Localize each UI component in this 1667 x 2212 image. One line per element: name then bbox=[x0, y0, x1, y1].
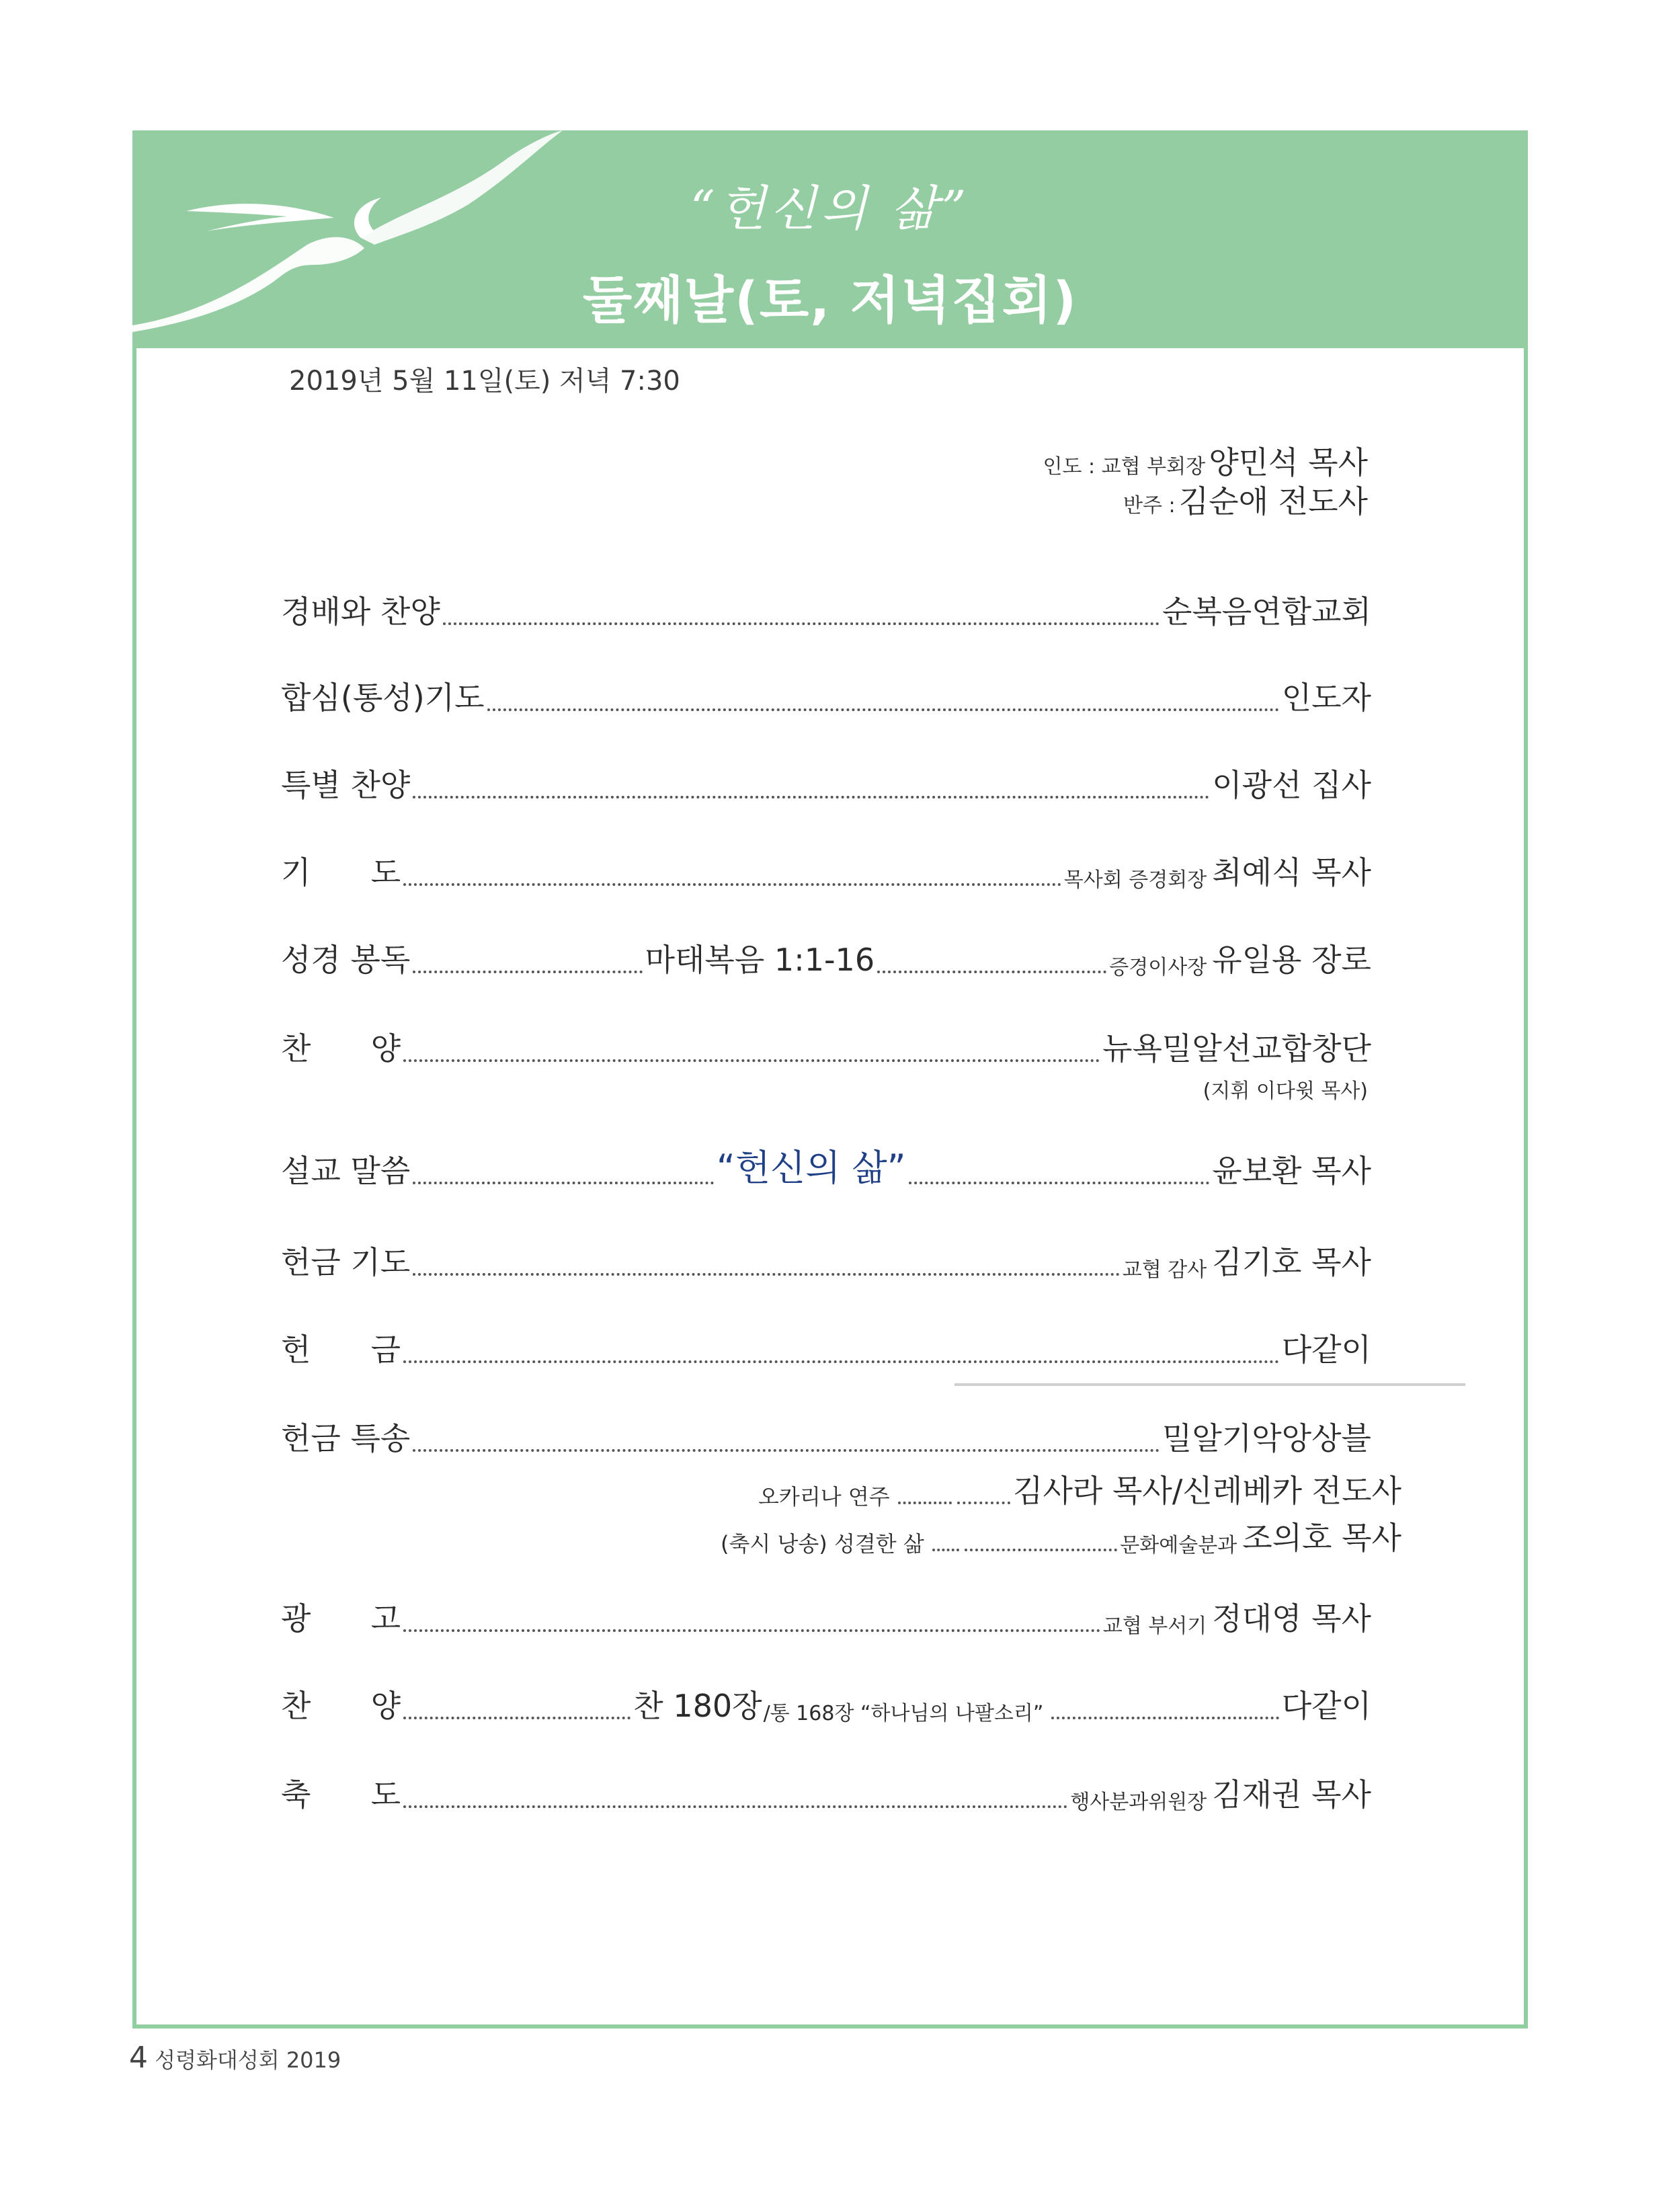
row-title-char: 찬 bbox=[281, 1030, 311, 1067]
row-title-char: 광 bbox=[281, 1600, 311, 1637]
row-title-char: 금 bbox=[370, 1332, 401, 1368]
leader-name: 양민석 목사 bbox=[1209, 444, 1368, 481]
program-row-closing-hymn bbox=[281, 1686, 1371, 1726]
leader-dots bbox=[898, 1502, 952, 1504]
row-title: 특별 찬양 bbox=[281, 767, 411, 803]
leader-dots bbox=[909, 1182, 1210, 1184]
row-person: 김재권 목사 bbox=[1212, 1776, 1371, 1813]
conductor-note: (지휘 이다윗 목사) bbox=[1203, 1079, 1368, 1103]
row-title-char: 헌 bbox=[281, 1332, 311, 1368]
leader-dots bbox=[403, 1629, 1100, 1632]
row-person: 뉴욕밀알선교합창단 bbox=[1102, 1030, 1371, 1067]
program-row-offering bbox=[281, 1329, 1371, 1370]
row-title bbox=[281, 1325, 401, 1370]
row-title-char: 기 bbox=[281, 854, 311, 891]
program-row-announcements bbox=[281, 1598, 1371, 1639]
row-title: 성경 봉독 bbox=[281, 942, 411, 978]
row-title-char: 축 bbox=[281, 1776, 311, 1813]
theme-subtitle: “헌신의 삶” bbox=[690, 180, 971, 237]
leader-dots bbox=[932, 1549, 959, 1551]
program-row-worship bbox=[281, 591, 1371, 632]
row-person: 윤보환 목사 bbox=[1212, 1153, 1371, 1189]
sub-item-person: 김사라 목사/신레베카 전도사 bbox=[1013, 1473, 1401, 1509]
row-title-char: 고 bbox=[370, 1600, 401, 1637]
footer-text: 성령화대성회 2019 bbox=[155, 2047, 341, 2073]
row-title bbox=[281, 1024, 401, 1069]
leader-dots bbox=[413, 1449, 1160, 1452]
leader-dots bbox=[443, 622, 1160, 625]
leader-dots bbox=[403, 1717, 631, 1719]
row-title: 합심(통성)기도 bbox=[281, 680, 485, 716]
row-role: 행사분과위원장 bbox=[1070, 1791, 1207, 1814]
row-title bbox=[281, 1682, 401, 1726]
leader-dots bbox=[413, 1273, 1119, 1276]
page-number: 4 bbox=[129, 2041, 148, 2075]
hymn-subtitle: /통 168장 “하나님의 나팔소리” bbox=[763, 1702, 1044, 1725]
scripture-passage: 마태복음 1:1-16 bbox=[645, 942, 875, 978]
row-person: 최예식 목사 bbox=[1212, 854, 1371, 891]
row-person: 다같이 bbox=[1281, 1688, 1372, 1724]
row-person: 김기호 목사 bbox=[1212, 1244, 1371, 1280]
scan-shadow-line bbox=[954, 1383, 1465, 1386]
leader-dots bbox=[487, 708, 1279, 711]
row-person: 인도자 bbox=[1281, 680, 1371, 716]
header-banner bbox=[132, 130, 1528, 348]
row-title bbox=[281, 1594, 401, 1639]
row-title: 설교 말씀 bbox=[281, 1153, 411, 1189]
row-title: 헌금 특송 bbox=[281, 1420, 411, 1457]
row-role: 목사회 증경회장 bbox=[1063, 868, 1207, 892]
sub-item-label: (축시 낭송) 성결한 삶 bbox=[721, 1531, 924, 1557]
row-title: 경배와 찬양 bbox=[281, 593, 440, 630]
leader-line bbox=[1043, 438, 1368, 483]
leader-dots bbox=[403, 1360, 1279, 1363]
sub-item-role: 문화예술분과 bbox=[1120, 1534, 1237, 1557]
hymn-number: 찬 180장 bbox=[633, 1688, 762, 1724]
sub-item-label: 오카리나 연주 bbox=[758, 1484, 890, 1510]
leader-dots bbox=[1051, 1717, 1278, 1719]
row-title-char: 양 bbox=[370, 1030, 401, 1067]
row-person: 순복음연합교회 bbox=[1162, 593, 1371, 630]
leader-dots bbox=[403, 1059, 1100, 1062]
leader-dots bbox=[877, 971, 1106, 973]
row-title-char: 양 bbox=[370, 1688, 401, 1724]
leader-label: 인도 : 교협 부회장 bbox=[1043, 455, 1206, 479]
offering-special-sub2 bbox=[721, 1518, 1401, 1558]
row-person: 밀알기악앙상블 bbox=[1162, 1420, 1371, 1457]
leader-dots bbox=[403, 883, 1061, 886]
program-row-special-hymn bbox=[281, 765, 1371, 805]
row-title bbox=[281, 848, 401, 893]
accompanist-line bbox=[1123, 477, 1368, 522]
row-role: 교협 부서기 bbox=[1102, 1614, 1207, 1638]
leader-dots bbox=[403, 1805, 1067, 1808]
sub-item-person: 조의호 목사 bbox=[1242, 1520, 1401, 1556]
row-person: 이광선 집사 bbox=[1212, 767, 1371, 803]
page-title: 둘째날(토, 저녁집회) bbox=[582, 270, 1078, 330]
leader-dots bbox=[413, 796, 1209, 798]
leader-dots bbox=[413, 971, 642, 973]
program-row-offering-special bbox=[281, 1418, 1371, 1459]
row-role: 교협 감사 bbox=[1122, 1258, 1207, 1282]
program-row-hymn bbox=[281, 1028, 1371, 1069]
row-title-char: 도 bbox=[370, 854, 401, 891]
accompanist-label: 반주 : bbox=[1123, 494, 1176, 518]
row-title bbox=[281, 1770, 401, 1815]
row-role: 증경이사장 bbox=[1109, 956, 1207, 979]
program-row-benediction bbox=[281, 1774, 1371, 1815]
service-date: 2019년 5월 11일(토) 저녁 7:30 bbox=[289, 366, 680, 397]
program-row-unison-prayer bbox=[281, 678, 1371, 718]
accompanist-name: 김순애 전도사 bbox=[1178, 483, 1368, 520]
program-row-prayer bbox=[281, 852, 1371, 893]
program-row-offering-prayer bbox=[281, 1242, 1371, 1282]
program-row-scripture bbox=[281, 940, 1371, 980]
row-person: 정대영 목사 bbox=[1212, 1600, 1371, 1637]
leader-dots bbox=[957, 1502, 1010, 1504]
row-person: 유일용 장로 bbox=[1212, 942, 1371, 978]
row-person: 다같이 bbox=[1281, 1332, 1371, 1368]
row-title-char: 도 bbox=[370, 1776, 401, 1813]
row-title: 헌금 기도 bbox=[281, 1244, 411, 1280]
row-title-char: 찬 bbox=[281, 1688, 311, 1724]
leader-dots bbox=[413, 1182, 714, 1184]
leader-dots bbox=[965, 1549, 1118, 1551]
page-footer bbox=[129, 2041, 341, 2075]
sermon-title: “헌신의 삶” bbox=[716, 1147, 906, 1189]
offering-special-sub1 bbox=[758, 1471, 1401, 1511]
program-row-sermon bbox=[281, 1147, 1371, 1191]
